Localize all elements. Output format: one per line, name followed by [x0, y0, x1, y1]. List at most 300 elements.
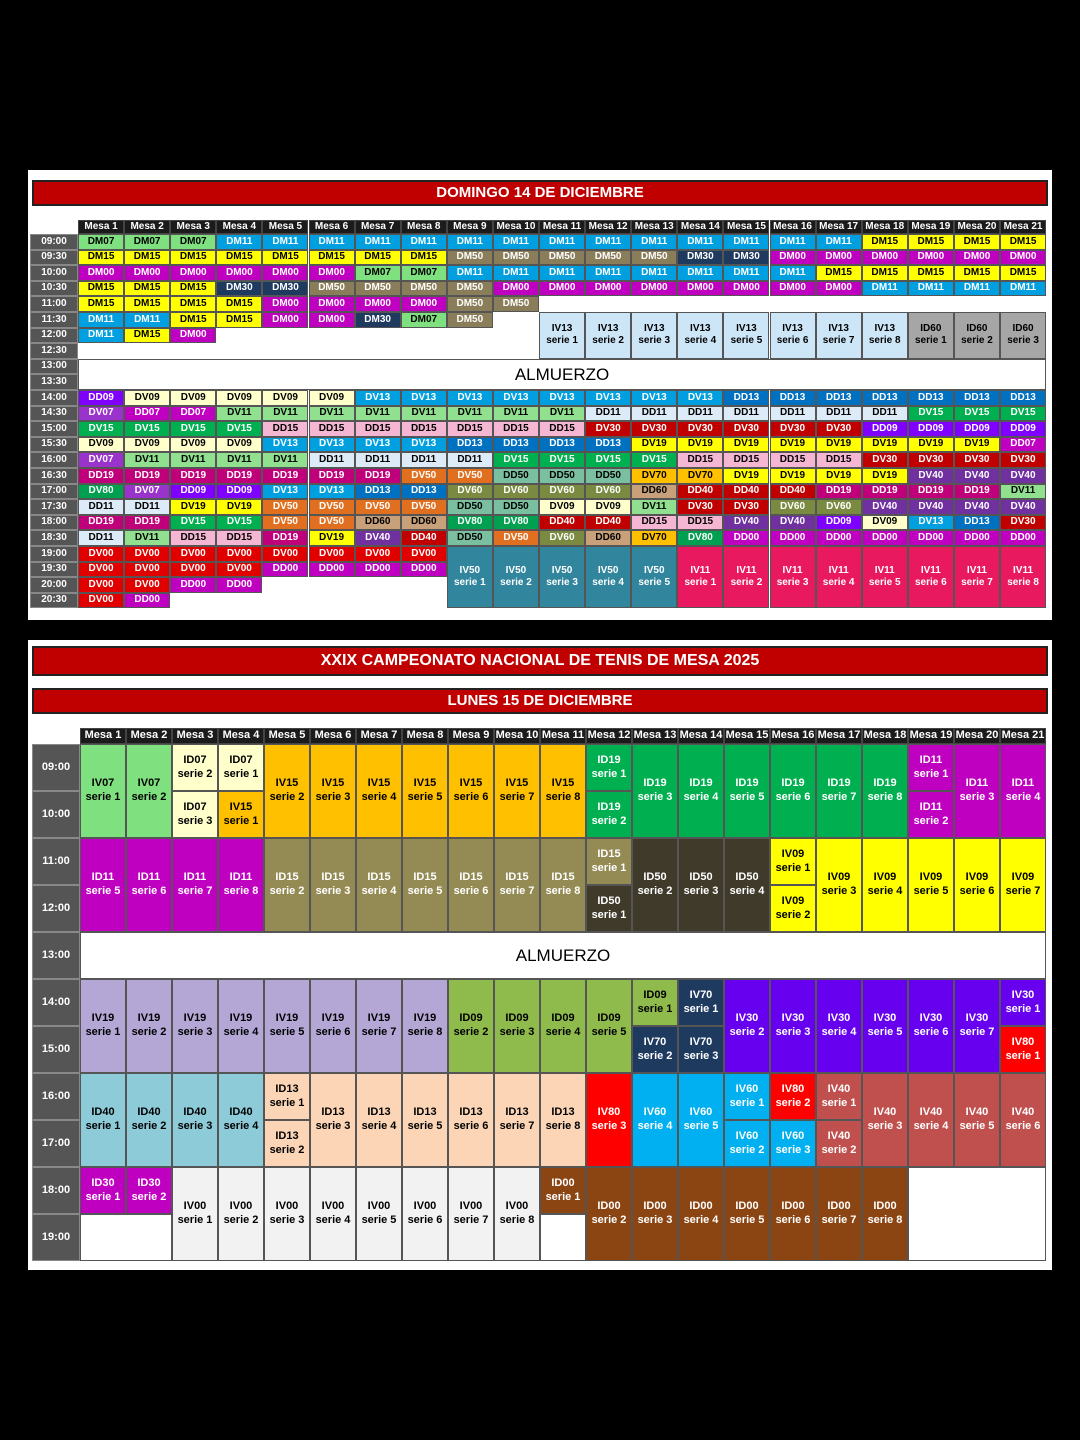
match-cell: [770, 421, 816, 437]
match-cell: [908, 390, 954, 406]
cell-text: IV19: [137, 1012, 161, 1025]
serie-block: [264, 1120, 310, 1167]
cell-text: DM07: [364, 266, 391, 278]
cell-text: DV11: [319, 407, 344, 419]
cell-text: DD15: [318, 422, 345, 434]
cell-text: DM15: [133, 297, 161, 309]
cell-text: serie 4: [361, 791, 397, 803]
cell-text: DM00: [133, 266, 161, 278]
cell-text: DD09: [1010, 422, 1036, 434]
cell-text: serie 4: [821, 1026, 857, 1038]
serie-block: [908, 312, 954, 359]
match-cell: [539, 530, 585, 546]
cell-text: DD19: [272, 469, 299, 481]
match-cell: [585, 515, 631, 531]
cell-text: serie 1: [177, 1214, 213, 1226]
cell-text: ALMUERZO: [515, 945, 611, 965]
time-label: [32, 1120, 80, 1167]
cell-text: serie 6: [1005, 1120, 1041, 1132]
match-cell: [954, 390, 1000, 406]
match-cell: [585, 265, 631, 281]
cell-text: DV11: [457, 407, 483, 419]
match-cell: [401, 530, 447, 546]
cell-text: 11:30: [41, 313, 67, 325]
match-cell: [770, 250, 816, 266]
cell-text: serie 6: [453, 791, 489, 803]
cell-text: DD09: [88, 391, 114, 403]
cell-text: DV60: [503, 485, 529, 497]
cell-text: serie 5: [269, 1026, 305, 1038]
cell-text: DV11: [503, 407, 529, 419]
match-cell: [677, 452, 723, 468]
cell-text: DV19: [180, 500, 206, 512]
match-cell: [78, 250, 124, 266]
cell-text: 13:00: [41, 360, 67, 372]
table-header: [586, 728, 632, 744]
cell-text: DV30: [1010, 453, 1036, 465]
cell-text: serie 7: [822, 335, 855, 347]
cell-text: DD11: [780, 407, 806, 419]
cell-text: DV15: [964, 407, 990, 419]
serie-block: [586, 885, 632, 932]
cell-text: DM11: [1009, 282, 1037, 294]
match-cell: [1000, 421, 1046, 437]
serie-block: [816, 546, 862, 608]
cell-text: IV00: [321, 1200, 345, 1213]
serie-block: [172, 838, 218, 932]
cell-text: DV00: [319, 547, 345, 559]
cell-text: DV00: [134, 578, 160, 590]
cell-text: DM30: [226, 282, 253, 294]
cell-text: ID07: [229, 753, 253, 766]
cell-text: serie 2: [729, 1143, 765, 1156]
cell-text: Mesa 11: [542, 220, 582, 232]
lunch-break: [80, 932, 1046, 979]
cell-text: DD60: [641, 485, 668, 497]
cell-text: DV50: [365, 500, 391, 512]
cell-text: DM11: [963, 282, 990, 294]
match-cell: [723, 484, 769, 500]
time-label: [32, 791, 80, 838]
cell-text: IV40: [1011, 1106, 1035, 1119]
match-cell: [677, 234, 723, 250]
cell-text: DV19: [780, 469, 806, 481]
cell-text: DD50: [457, 500, 483, 512]
match-cell: [677, 265, 723, 281]
cell-text: 10:00: [41, 266, 67, 278]
match-cell: [78, 296, 124, 312]
cell-text: IV19: [91, 1012, 115, 1025]
cell-text: DV19: [226, 500, 252, 512]
serie-block: [494, 1167, 540, 1261]
cell-text: serie 1: [914, 335, 947, 347]
match-cell: [78, 390, 124, 406]
cell-text: DD00: [871, 531, 898, 543]
serie-block: [1000, 1073, 1046, 1167]
cell-text: IV30: [827, 1012, 851, 1025]
cell-text: DD00: [226, 578, 253, 590]
match-cell: [78, 530, 124, 546]
cell-text: IV50: [459, 564, 481, 576]
cell-text: DV80: [88, 485, 114, 497]
cell-text: DD15: [733, 453, 760, 465]
match-cell: [355, 390, 401, 406]
cell-text: serie 4: [361, 1120, 397, 1132]
cell-text: Mesa 10: [495, 729, 539, 742]
cell-text: IV50: [551, 564, 573, 576]
table-header: [723, 220, 769, 234]
table-header: [1000, 220, 1046, 234]
cell-text: IV19: [229, 1012, 253, 1025]
time-label: [30, 343, 78, 359]
serie-block: [356, 979, 402, 1073]
serie-block: [586, 1167, 632, 1261]
cell-text: IV40: [873, 1106, 897, 1119]
cell-text: IV11: [1013, 564, 1034, 576]
match-cell: [355, 265, 401, 281]
serie-block: [80, 838, 126, 932]
cell-text: ID09: [643, 988, 667, 1001]
match-cell: [124, 452, 170, 468]
match-cell: [770, 281, 816, 297]
match-cell: [170, 437, 216, 453]
time-label: [30, 406, 78, 422]
cell-text: DD19: [364, 469, 391, 481]
cell-text: DM11: [272, 235, 299, 247]
match-cell: [309, 437, 355, 453]
cell-text: IV15: [505, 777, 529, 790]
cell-text: serie 5: [407, 1120, 443, 1132]
cell-text: DV09: [180, 391, 206, 403]
cell-text: ID00: [735, 1200, 759, 1213]
cell-text: serie 1: [683, 1002, 719, 1015]
cell-text: 12:30: [41, 344, 67, 356]
cell-text: Mesa 4: [222, 220, 257, 232]
cell-text: serie 8: [499, 1214, 535, 1226]
cell-text: IV40: [919, 1106, 943, 1119]
cell-text: DV60: [780, 500, 806, 512]
cell-text: DM30: [272, 282, 299, 294]
cell-text: DV15: [549, 453, 575, 465]
cell-text: IV15: [229, 800, 253, 813]
serie-block: [816, 744, 862, 838]
cell-text: IV13: [690, 322, 711, 334]
cell-text: IV11: [966, 564, 987, 576]
cell-text: DD40: [687, 485, 714, 497]
match-cell: [216, 296, 262, 312]
serie-block: [954, 979, 1000, 1073]
cell-text: DV13: [365, 438, 391, 450]
cell-text: DM15: [917, 235, 945, 247]
cell-text: serie 2: [592, 335, 624, 347]
cell-text: IV60: [689, 1106, 713, 1119]
serie-block: [218, 1073, 264, 1167]
cell-text: DD11: [411, 453, 437, 465]
cell-text: IV30: [1011, 988, 1035, 1001]
cell-text: DM50: [364, 282, 391, 294]
cell-text: DV00: [226, 563, 252, 575]
match-cell: [355, 296, 401, 312]
cell-text: DD11: [733, 407, 759, 419]
cell-text: DV13: [411, 438, 437, 450]
serie-block: [310, 1167, 356, 1261]
cell-text: DM00: [318, 266, 345, 278]
cell-text: serie 2: [131, 791, 167, 803]
match-cell: [401, 234, 447, 250]
serie-block: [493, 546, 539, 608]
match-cell: [908, 530, 954, 546]
cell-text: IV19: [275, 1012, 299, 1025]
cell-text: serie 2: [131, 1026, 167, 1038]
cell-text: ID00: [551, 1176, 575, 1189]
time-label: [30, 530, 78, 546]
cell-text: DD00: [180, 578, 207, 590]
match-cell: [954, 499, 1000, 515]
cell-text: DV09: [319, 391, 345, 403]
cell-text: DM11: [641, 266, 668, 278]
cell-text: DM00: [687, 282, 714, 294]
match-cell: [954, 406, 1000, 422]
cell-text: IV09: [827, 871, 851, 884]
cell-text: DM00: [364, 297, 391, 309]
cell-text: ID15: [597, 847, 621, 860]
cell-text: Mesa 18: [863, 729, 907, 742]
match-cell: [539, 499, 585, 515]
serie-block: [448, 979, 494, 1073]
serie-block: [678, 1026, 724, 1073]
cell-text: serie 6: [959, 885, 995, 897]
cell-text: DM00: [318, 297, 345, 309]
cell-text: 18:30: [41, 531, 67, 543]
cell-text: serie 6: [914, 577, 947, 589]
cell-text: DD19: [318, 469, 345, 481]
match-cell: [78, 577, 124, 593]
match-cell: [216, 234, 262, 250]
cell-text: DD13: [364, 485, 391, 497]
serie-block: [264, 1073, 310, 1120]
cell-text: ID19: [781, 777, 805, 790]
cell-text: 09:30: [41, 251, 67, 263]
match-cell: [447, 234, 493, 250]
cell-text: DD60: [595, 531, 621, 543]
serie-block: [585, 546, 631, 608]
cell-text: DM15: [226, 251, 253, 263]
cell-text: DD40: [410, 531, 437, 543]
cell-text: DD19: [825, 485, 852, 497]
cell-text: serie 6: [131, 885, 167, 897]
cell-text: 18:00: [41, 1183, 71, 1196]
match-cell: [170, 468, 216, 484]
match-cell: [723, 250, 769, 266]
cell-text: DM50: [502, 297, 530, 309]
cell-text: DD13: [503, 438, 529, 450]
cell-text: ID30: [91, 1176, 115, 1189]
cell-text: serie 8: [867, 791, 903, 803]
cell-text: serie 4: [545, 1026, 581, 1038]
match-cell: [723, 406, 769, 422]
cell-text: IV00: [183, 1200, 207, 1213]
cell-text: Mesa 15: [726, 220, 766, 232]
cell-text: Mesa 5: [268, 220, 303, 232]
match-cell: [170, 515, 216, 531]
match-cell: [539, 515, 585, 531]
cell-text: serie 2: [131, 1190, 167, 1203]
cell-text: DM15: [179, 297, 207, 309]
cell-text: ID50: [597, 894, 621, 907]
cell-text: DM00: [1009, 251, 1037, 263]
table-header: [78, 220, 124, 234]
match-cell: [908, 452, 954, 468]
time-label: [32, 838, 80, 885]
serie-block: [724, 979, 770, 1073]
cell-text: DV19: [687, 438, 713, 450]
match-cell: [908, 437, 954, 453]
table-header: [1000, 728, 1046, 744]
cell-text: Mesa 11: [541, 729, 585, 742]
match-cell: [262, 234, 308, 250]
table-header: [862, 220, 908, 234]
cell-text: ID15: [413, 871, 437, 884]
match-cell: [677, 499, 723, 515]
cell-text: DV09: [595, 500, 621, 512]
cell-text: serie 8: [867, 1214, 903, 1226]
cell-text: serie 2: [500, 577, 532, 589]
match-cell: [631, 530, 677, 546]
match-cell: [78, 437, 124, 453]
table-header: [677, 220, 723, 234]
cell-text: ID13: [459, 1106, 483, 1119]
cell-text: IV00: [275, 1200, 299, 1213]
cell-text: DM00: [272, 313, 299, 325]
match-cell: [355, 406, 401, 422]
match-cell: [862, 530, 908, 546]
cell-text: DM15: [87, 251, 115, 263]
cell-text: DD00: [1010, 531, 1036, 543]
serie-block: [770, 744, 816, 838]
cell-text: DM11: [318, 235, 345, 247]
match-cell: [862, 499, 908, 515]
cell-text: DM15: [179, 251, 207, 263]
cell-text: DD00: [733, 531, 760, 543]
cell-text: IV00: [229, 1200, 253, 1213]
cell-text: DV50: [319, 516, 345, 528]
serie-block: [402, 1167, 448, 1261]
cell-text: IV11: [736, 564, 757, 576]
cell-text: serie 2: [131, 1120, 167, 1132]
serie-block: [954, 312, 1000, 359]
serie-block: [356, 744, 402, 838]
cell-text: serie 2: [775, 908, 811, 921]
match-cell: [770, 265, 816, 281]
cell-text: IV19: [413, 1012, 437, 1025]
match-cell: [1000, 530, 1046, 546]
cell-text: IV13: [736, 322, 757, 334]
match-cell: [124, 593, 170, 609]
match-cell: [723, 421, 769, 437]
serie-block: [540, 1073, 586, 1167]
cell-text: IV50: [597, 564, 619, 576]
table-header: [218, 728, 264, 744]
cell-text: IV30: [919, 1012, 943, 1025]
serie-block: [954, 546, 1000, 608]
match-cell: [631, 484, 677, 500]
serie-block: [632, 1073, 678, 1167]
cell-text: serie 7: [361, 1026, 397, 1038]
cell-text: Mesa 10: [496, 220, 536, 232]
cell-text: DD00: [779, 531, 806, 543]
cell-text: serie 3: [959, 791, 995, 803]
serie-block: [586, 979, 632, 1073]
match-cell: [954, 250, 1000, 266]
table-header: [678, 728, 724, 744]
time-label: [30, 515, 78, 531]
cell-text: DM30: [364, 313, 391, 325]
serie-block: [1000, 312, 1046, 359]
cell-text: serie 3: [637, 791, 673, 803]
match-cell: [401, 281, 447, 297]
cell-text: IV19: [321, 1012, 345, 1025]
cell-text: ID09: [551, 1012, 575, 1025]
cell-text: serie 3: [638, 335, 671, 347]
cell-text: DM11: [641, 235, 668, 247]
cell-text: DM00: [733, 282, 760, 294]
cell-text: serie 3: [683, 1049, 719, 1062]
serie-block: [80, 979, 126, 1073]
serie-block: [1000, 979, 1046, 1026]
match-cell: [631, 421, 677, 437]
match-cell: [447, 296, 493, 312]
match-cell: [862, 234, 908, 250]
cell-text: DV19: [733, 438, 759, 450]
match-cell: [309, 452, 355, 468]
cell-text: ID19: [597, 753, 621, 766]
cell-text: 19:30: [41, 563, 67, 575]
time-label: [30, 296, 78, 312]
cell-text: DV13: [272, 438, 298, 450]
cell-text: serie 5: [638, 577, 671, 589]
cell-text: 13:30: [41, 375, 67, 387]
cell-text: DV15: [503, 453, 529, 465]
match-cell: [262, 499, 308, 515]
cell-text: DV40: [918, 469, 944, 481]
cell-text: 16:00: [41, 1089, 71, 1102]
serie-block: [218, 1167, 264, 1261]
cell-text: ID60: [1012, 322, 1034, 334]
cell-text: DV07: [134, 485, 160, 497]
cell-text: ID13: [275, 1129, 299, 1142]
cell-text: serie 1: [85, 1026, 121, 1038]
match-cell: [216, 265, 262, 281]
match-cell: [355, 250, 401, 266]
serie-block: [402, 1073, 448, 1167]
match-cell: [723, 452, 769, 468]
match-cell: [770, 530, 816, 546]
cell-text: DM00: [640, 282, 668, 294]
match-cell: [677, 406, 723, 422]
match-cell: [493, 484, 539, 500]
serie-block: [862, 838, 908, 932]
cell-text: DM50: [456, 297, 484, 309]
match-cell: [401, 468, 447, 484]
match-cell: [262, 468, 308, 484]
cell-text: DV11: [273, 407, 298, 419]
cell-text: IV11: [874, 564, 895, 576]
match-cell: [677, 468, 723, 484]
cell-text: serie 5: [683, 1120, 719, 1132]
match-cell: [78, 406, 124, 422]
cell-text: DD09: [918, 422, 944, 434]
match-cell: [1000, 234, 1046, 250]
